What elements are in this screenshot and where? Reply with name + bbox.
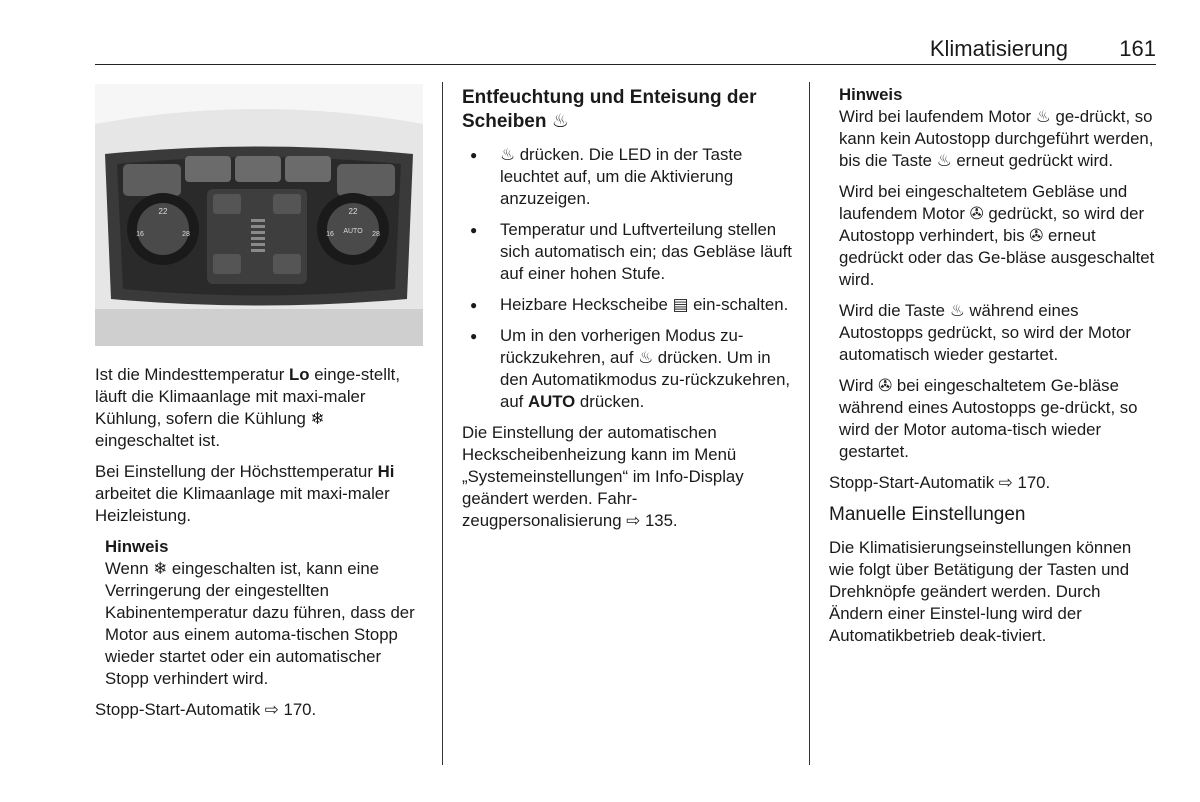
paragraph-settings: Die Einstellung der automatischen Heckscheibenheizung kann im Menü „Systemeinstellungen“ im Info-Display geändert werden. Fahr-zeugpersonalisierung ⇨ 135. bbox=[462, 423, 744, 530]
column-middle bbox=[462, 86, 794, 541]
windscreen-defrost-icon: ♨ bbox=[638, 348, 654, 367]
list-item: ● Heizbare Heckscheibe ▤ ein-schalten. bbox=[462, 294, 794, 316]
button-rect bbox=[235, 156, 281, 182]
chapter-title: Klimatisierung bbox=[929, 36, 1068, 61]
climate-control-photo bbox=[95, 84, 423, 346]
knob-left-label: 22 bbox=[158, 207, 168, 216]
cross-reference: Stopp-Start-Automatik ⇨ 170. bbox=[829, 473, 1051, 492]
list-item: ● ♨ drücken. Die LED in der Taste leuchtet auf, um die Aktivierung anzuzeigen. bbox=[462, 144, 794, 210]
paragraph-manual: Die Klimatisierungseinstellungen können wie folgt über Betätigung der Tasten und Drehknöpfe geändert werden. Durch Ändern einer Einstel-lung wird der Automatikbetrieb deak-tiviert. bbox=[829, 538, 1132, 645]
note-text: Wird ✇ bei eingeschaltetem Ge-bläse während eines Autostopps ge-drückt, so wird der Motor automa-tisch wieder gestartet. bbox=[839, 376, 1138, 461]
snowflake-icon: ❄ bbox=[310, 409, 325, 428]
arrow-icon: ⇨ bbox=[264, 700, 279, 719]
windscreen-defrost-icon: ♨ bbox=[949, 301, 965, 320]
list-item: ● Um in den vorherigen Modus zu-rückzukehren, auf ♨ drücken. Um in den Automatikmodus zu-rückzukehren, auf AUTO drücken. bbox=[462, 325, 794, 413]
column-right bbox=[829, 84, 1159, 656]
autostop-fan-icon: ✇ bbox=[969, 204, 984, 223]
section-heading: Manuelle Einstellungen bbox=[829, 504, 1026, 525]
windscreen-defrost-icon: ♨ bbox=[936, 151, 952, 170]
windscreen-defrost-icon: ♨ bbox=[551, 111, 569, 132]
note-title: Hinweis bbox=[105, 537, 169, 556]
climate-panel-illustration bbox=[95, 84, 423, 346]
column-divider bbox=[809, 82, 810, 765]
page-header bbox=[95, 34, 1156, 65]
snowflake-icon: ❄ bbox=[153, 559, 168, 578]
knob-right-label: 28 bbox=[372, 231, 380, 238]
arrow-icon: ⇨ bbox=[998, 473, 1013, 492]
note-box bbox=[105, 536, 425, 690]
knob-right-label: 22 bbox=[348, 207, 358, 216]
button-rect bbox=[185, 156, 231, 182]
knob-right-label: AUTO bbox=[343, 228, 363, 235]
note-text: Wird die Taste ♨ während eines Autostopps gedrückt, so wird der Motor automatisch wieder gestartet. bbox=[839, 301, 1131, 364]
note-text: Wird bei eingeschaltetem Gebläse und laufendem Motor ✇ gedrückt, so wird der Autostopp verhindert, bis ✇ erneut gedrückt oder das Ge-bläse ausgeschaltet wird. bbox=[839, 182, 1155, 289]
windscreen-defrost-icon: ♨ bbox=[1035, 107, 1051, 126]
button-rect bbox=[285, 156, 331, 182]
knob-left-label: 28 bbox=[182, 231, 190, 238]
column-divider bbox=[442, 82, 443, 765]
windscreen-defrost-icon: ♨ bbox=[500, 145, 516, 164]
page-number: 161 bbox=[1119, 36, 1156, 61]
autostop-fan-icon: ✇ bbox=[1029, 226, 1044, 245]
cross-reference: Stopp-Start-Automatik ⇨ 170. bbox=[95, 700, 317, 719]
arrow-icon: ⇨ bbox=[626, 511, 641, 530]
paragraph-lo: Ist die Mindesttemperatur Lo einge-stellt, läuft die Klimaanlage mit maxi-maler Kühlung, sofern die Kühlung ❄ eingeschaltet ist. bbox=[95, 365, 401, 450]
knob-left-label: 16 bbox=[136, 231, 144, 238]
note-box bbox=[839, 84, 1159, 463]
note-text: Wenn ❄ eingeschalten ist, kann eine Verringerung der eingestellten Kabinentemperatur dazu führen, dass der Motor aus einem automa-tischen Stopp wieder startet oder ein automatischer Stopp verhindert wird. bbox=[105, 559, 415, 688]
rear-window-heater-icon: ▤ bbox=[672, 295, 689, 314]
autostop-fan-icon: ✇ bbox=[878, 376, 893, 395]
step-list bbox=[462, 144, 794, 413]
button-rect bbox=[123, 164, 181, 196]
note-text: Wird bei laufendem Motor ♨ ge-drückt, so kann kein Autostopp durchgeführt werden, bis die Taste ♨ erneut gedrückt wird. bbox=[839, 107, 1154, 170]
knob-right-label: 16 bbox=[326, 231, 334, 238]
section-heading: Entfeuchtung und Enteisung der Scheiben ♨ bbox=[462, 87, 757, 132]
note-title: Hinweis bbox=[839, 85, 903, 104]
column-left bbox=[95, 84, 425, 730]
paragraph-hi: Bei Einstellung der Höchsttemperatur Hi arbeitet die Klimaanlage mit maxi-maler Heizleistung. bbox=[95, 462, 395, 525]
button-rect bbox=[337, 164, 395, 196]
list-item: ● Temperatur und Luftverteilung stellen sich automatisch ein; das Gebläse läuft auf einer hohen Stufe. bbox=[462, 219, 794, 285]
